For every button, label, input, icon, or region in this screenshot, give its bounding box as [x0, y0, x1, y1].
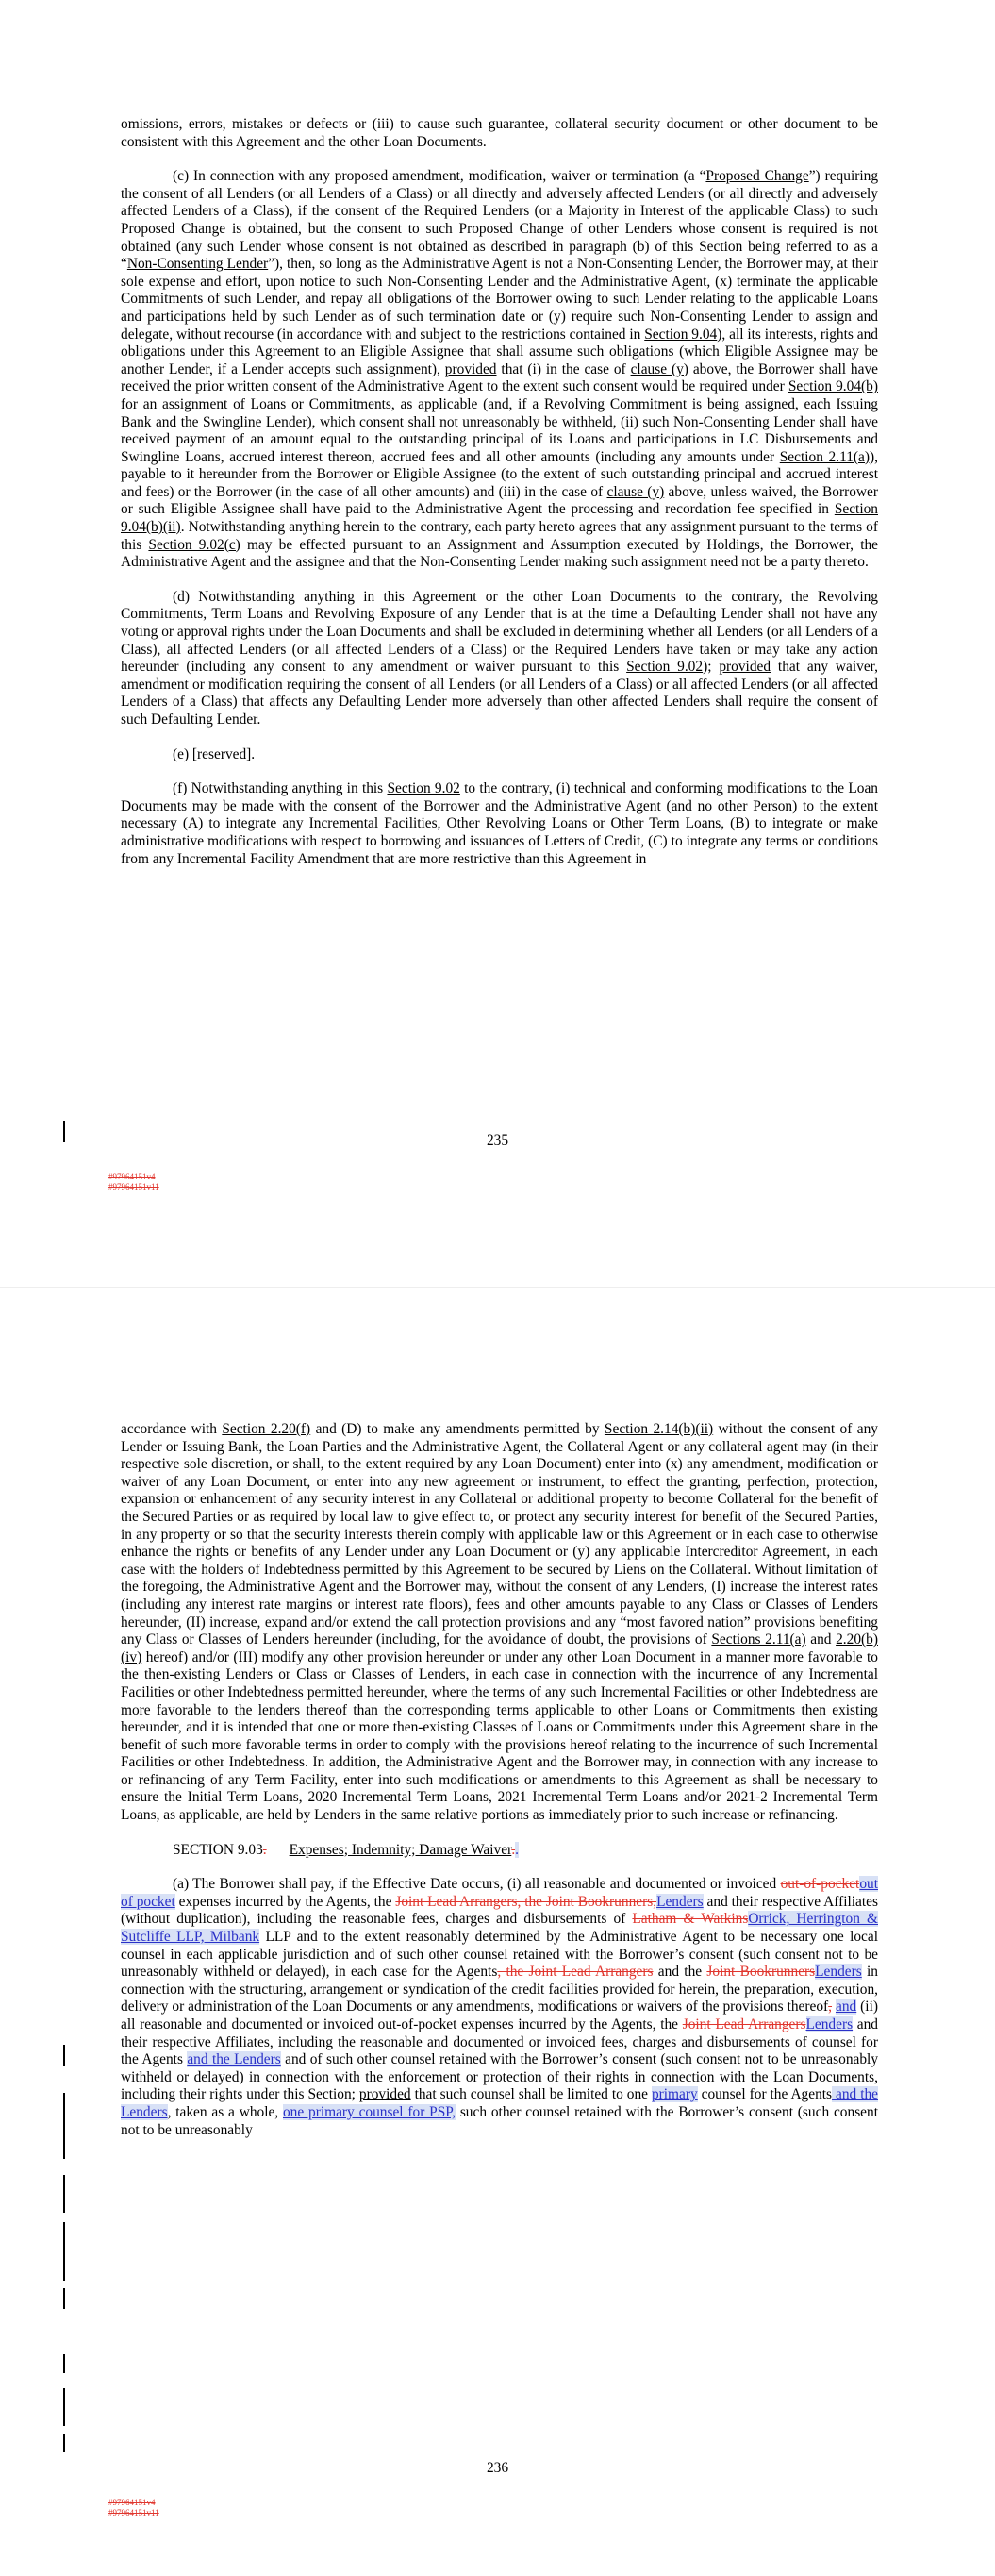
change-bar [63, 2222, 65, 2281]
paragraph-e: (e) [reserved]. [173, 745, 256, 762]
clause-ref: clause (y) [630, 360, 688, 377]
underlined-term: provided [358, 2086, 411, 2103]
section-ref: Section 9.04(b) [788, 378, 878, 395]
doc-id: #97964151v11 [108, 1182, 159, 1192]
paragraph-f: (f) Notwithstanding anything in this Section 9.02 to the contrary, (i) technical and conforming modifications to the Loan Documents may be made with the consent of the Borrower and the Administrative Agent (and no other Person) to the extent necessary (A) to integrate any Incremental Facilities, Other Revolving Loans or Other Term Loans, (B) to integrate or make administrative modifications with respect to borrowing and issuances of Letters of Credit, (C) to integrate any terms or conditions from any Incremental Facility Amendment that are more restrictive than this Agreement in [121, 780, 878, 867]
change-bar [63, 2175, 65, 2213]
section-ref: Section 9.02 [626, 659, 704, 676]
inserted-text: Orrick, Herrington & Sutcliffe LLP, Milbank [121, 1911, 878, 1946]
change-bar [63, 2093, 65, 2159]
page-number: 235 [486, 1132, 509, 1148]
inserted-text: Lenders [805, 2016, 854, 2032]
doc-id: #97964151v4 [108, 1172, 156, 1181]
page-text [121, 116, 878, 885]
inserted-text: Lenders [815, 1964, 862, 1981]
deleted-text: . [511, 1841, 516, 1858]
inserted-text: and the Lenders [187, 2051, 281, 2068]
paragraph-continuation: omissions, errors, mistakes or defects or (iii) to cause such guarantee, collateral security document or other document to be consistent with this Agreement and the other Loan Documents. [121, 116, 878, 150]
deleted-text: out-of-pocket [780, 1876, 860, 1893]
section-ref: Section 2.11(a) [779, 448, 870, 465]
underlined-term: provided [719, 659, 771, 676]
deleted-text: , the Joint Lead Arrangers [497, 1964, 654, 1981]
defined-term: Proposed Change [705, 168, 809, 185]
section-ref: Section 9.04 [644, 326, 718, 343]
paragraph-continuation: accordance with Section 2.20(f) and (D) to make any amendments permitted by Section 2.14(b)(ii) without the consent of any Lender or Issuing Bank, the Loan Parties and the Administrative Agent, the Collateral Agent or any collateral agent may (in their respective sole discretion, or shall, to the extent required by any Loan Document) enter into (x) any amendment, modification or waiver of any Loan Document, or enter into any new agreement or instrument, to effect the granting, perfection, protection, expansion or enhancement of any security interest in any Collateral or additional property to become Collateral for the benefit of the Secured Parties or as required by local law to give effect to, or protect any security interest for benefit of the Secured Parties, in any property or so that the security interests therein comply with applicable law or this Agreement or in each case to otherwise enhance the rights or benefits of any Lender under any Loan Document or (y) any applicable Intercreditor Agreement, in each case with the holders of Indebtedness permitted by this Agreement to be secured by Liens on the Collateral. Without limitation of the foregoing, the Administrative Agent and the Borrower may, without the consent of any Lenders, (I) increase the interest rates (including any interest rate margins or interest rate floors), fees and other amounts payable to any Class or Classes of Lenders hereunder, (II) increase, expand and/or extend the call protection provisions and any “most favored nation” provisions benefiting any Class or Classes of Lenders hereunder (including, for the avoidance of doubt, the provisions of Sections 2.11(a) and 2.20(b)(iv) hereof) and/or (III) modify any other provision hereunder or under any other Loan Document in a manner more favorable to the then-existing Lenders or Class or Classes of Lenders, in each case in connection with the incurrence of any Incremental Facilities or other Indebtedness permitted hereunder, where the terms of any such Incremental Facilities or other Indebtedness are more favorable to the lenders thereof than the corresponding terms applicable to other Loans or Commitments then existing hereunder, and it is intended that one or more then-existing Classes of Loans or Commitments under this Agreement share in the benefit of such more favorable terms in order to comply with the provisions hereof relating to the incurrence of such Incremental Facilities or other Indebtedness. In addition, the Administrative Agent and the Borrower may, in connection with any increase to or refinancing of any Term Facility, enter into such modifications or amendments to this Agreement as shall be necessary to ensure the Initial Term Loans, 2020 Incremental Term Loans, 2021 Incremental Term Loans and/or 2021-2 Incremental Term Loans, as applicable, are held by Lenders in the same relative portions as immediately prior to such increase or refinancing. [121, 1421, 878, 1824]
change-bar [63, 2288, 65, 2309]
inserted-text: Lenders [656, 1893, 704, 1910]
section-heading: SECTION 9.03. Expenses; Indemnity; Damage Waiver.. [173, 1841, 520, 1858]
change-bar [63, 2388, 65, 2426]
doc-id: #97964151v11 [108, 2508, 159, 2517]
clause-ref: clause (y) [606, 483, 665, 500]
deleted-text: , [828, 1999, 833, 2016]
paragraph-c: (c) In connection with any proposed amendment, modification, waiver or termination (a “Proposed Change”) requiring the consent of all Lenders (or all Lenders of a Class) or all directly and adversely affected Lenders (or all directly and adversely affected Lenders of a Class), if the consent of the Required Lenders (or a Majority in Interest of the applicable Class) to such Proposed Change is obtained, but the consent to such Proposed Change of other Lenders whose consent is required is not obtained (any such Lender whose consent is not obtained as described in paragraph (b) of this Section being referred to as a “Non-Consenting Lender”), then, so long as the Administrative Agent is not a Non-Consenting Lender, the Borrower may, at their sole expense and effort, upon notice to such Non-Consenting Lender and the Administrative Agent, (x) terminate the applicable Commitments of such Lender, and repay all obligations of the Borrower owing to such Lender relating to the applicable Loans and participations held by such Lender as of such termination date or (y) require such Non-Consenting Lender to assign and delegate, without recourse (in accordance with and subject to the restrictions contained in Section 9.04), all its interests, rights and obligations under this Agreement to an Eligible Assignee that shall assume such obligations (which Eligible Assignee may be another Lender, if a Lender accepts such assignment), provided that (i) in the case of clause (y) above, the Borrower shall have received the prior written consent of the Administrative Agent to the extent such consent would be required under Section 9.04(b) for an assignment of Loans or Commitments, as applicable (and, if a Revolving Commitment is being assigned, each Issuing Bank and the Swingline Lender), which consent shall not unreasonably be withheld, (ii) such Non-Consenting Lender shall have received payment of an amount equal to the outstanding principal of its Loans and participations in LC Disbursements and Swingline Loans, accrued interest thereon, accrued fees and all other amounts (including any amounts under Section 2.11(a)), payable to it hereunder from the Borrower or Eligible Assignee (to the extent of such outstanding principal and accrued interest and fees) or the Borrower (in the case of all other amounts) and (iii) in the case of clause (y) above, unless waived, the Borrower or such Eligible Assignee shall have paid to the Administrative Agent the processing and recordation fee specified in Section 9.04(b)(ii). Notwithstanding anything herein to the contrary, each party hereto agrees that any assignment pursuant to the terms of this Section 9.02(c) may be effected pursuant to an Assignment and Assumption executed by Holdings, the Borrower, the Administrative Agent and the assignee and that the Non-Consenting Lender making such assignment need not be a party thereto. [121, 168, 879, 571]
change-bar [63, 2354, 65, 2373]
section-ref: 2.20(b)(iv) [121, 1631, 878, 1665]
deleted-text: Joint Bookrunners [706, 1964, 816, 1981]
inserted-text: and [835, 1999, 857, 2016]
deleted-text: Joint Lead Arrangers [682, 2016, 806, 2032]
section-ref: Sections 2.11(a) [711, 1631, 806, 1648]
deleted-text: Latham & Watkins [632, 1911, 749, 1928]
change-bar [63, 2434, 65, 2452]
page-text [121, 1421, 878, 2156]
deleted-text: . [262, 1841, 267, 1858]
defined-term: Non-Consenting Lender [126, 256, 269, 273]
deleted-text: Joint Lead Arrangers, the Joint Bookrunners, [395, 1893, 657, 1910]
section-ref: Section 9.02(c) [148, 536, 240, 553]
section-ref: Section 2.20(f) [222, 1421, 311, 1437]
inserted-text: and the Lenders [121, 2086, 878, 2120]
section-ref: Section 9.02 [387, 780, 460, 797]
underlined-term: provided [444, 360, 497, 377]
section-title: Expenses; Indemnity; Damage Waiver [289, 1841, 512, 1858]
inserted-text: primary [651, 2086, 698, 2103]
change-bar [63, 2045, 65, 2066]
inserted-text: one primary counsel for PSP, [282, 2103, 456, 2120]
section-ref: Section 2.14(b)(ii) [604, 1421, 714, 1437]
doc-id: #97964151v4 [108, 2498, 156, 2507]
inserted-text: out of pocket [121, 1876, 878, 1910]
page-number: 236 [486, 2460, 509, 2476]
inserted-text: . [515, 1841, 520, 1858]
paragraph-d: (d) Notwithstanding anything in this Agreement or the other Loan Documents to the contrary, the Revolving Commitments, Term Loans and Revolving Exposure of any Lender that is at the time a Defaulting Lender shall not have any voting or approval rights under the Loan Documents and shall be excluded in determining whether all Lenders (or all Lenders of a Class), all affected Lenders (or all affected Lenders of a Class) or the Required Lenders have taken or may take any action hereunder (including any consent to any amendment or waiver pursuant to this Section 9.02); provided that any waiver, amendment or modification requiring the consent of all Lenders (or all Lenders of a Class) or all affected Lenders (or all affected Lenders of a Class) that affects any Defaulting Lender more adversely than other affected Lenders shall require the consent of such Defaulting Lender. [121, 588, 879, 728]
page-236 [0, 1288, 995, 2576]
section-ref: Section 9.04(b)(ii) [121, 501, 878, 536]
paragraph-a: (a) The Borrower shall pay, if the Effective Date occurs, (i) all reasonable and documented or invoiced out-of-pocketout of pocket expenses incurred by the Agents, the Joint Lead Arrangers, the Joint Bookrunners,Lenders and their respective Affiliates (without duplication), including the reasonable fees, charges and disbursements of Latham & WatkinsOrrick, Herrington & Sutcliffe LLP, Milbank LLP and to the extent reasonably determined by the Administrative Agent to be necessary one local counsel in each applicable jurisdiction and of such other counsel retained with the Borrower’s consent (such consent not to be unreasonably withheld or delayed), in each case for the Agents, the Joint Lead Arrangers and the Joint BookrunnersLenders in connection with the structuring, arrangement or syndication of the credit facilities provided for herein, the preparation, execution, delivery or administration of the Loan Documents or any amendments, modifications or waivers of the provisions thereof, and (ii) all reasonable and documented or invoiced out-of-pocket expenses incurred by the Agents, the Joint Lead ArrangersLenders and their respective Affiliates, including the reasonable and documented or invoiced fees, charges and disbursements of counsel for the Agents and the Lenders and of such other counsel retained with the Borrower’s consent (such consent not to be unreasonably withheld or delayed) in connection with the enforcement or protection of their rights in connection with the Loan Documents, including their rights under this Section; provided that such counsel shall be limited to one primary counsel for the Agents and the Lenders, taken as a whole, one primary counsel for PSP, such other counsel retained with the Borrower’s consent (such consent not to be unreasonably [121, 1876, 879, 2138]
